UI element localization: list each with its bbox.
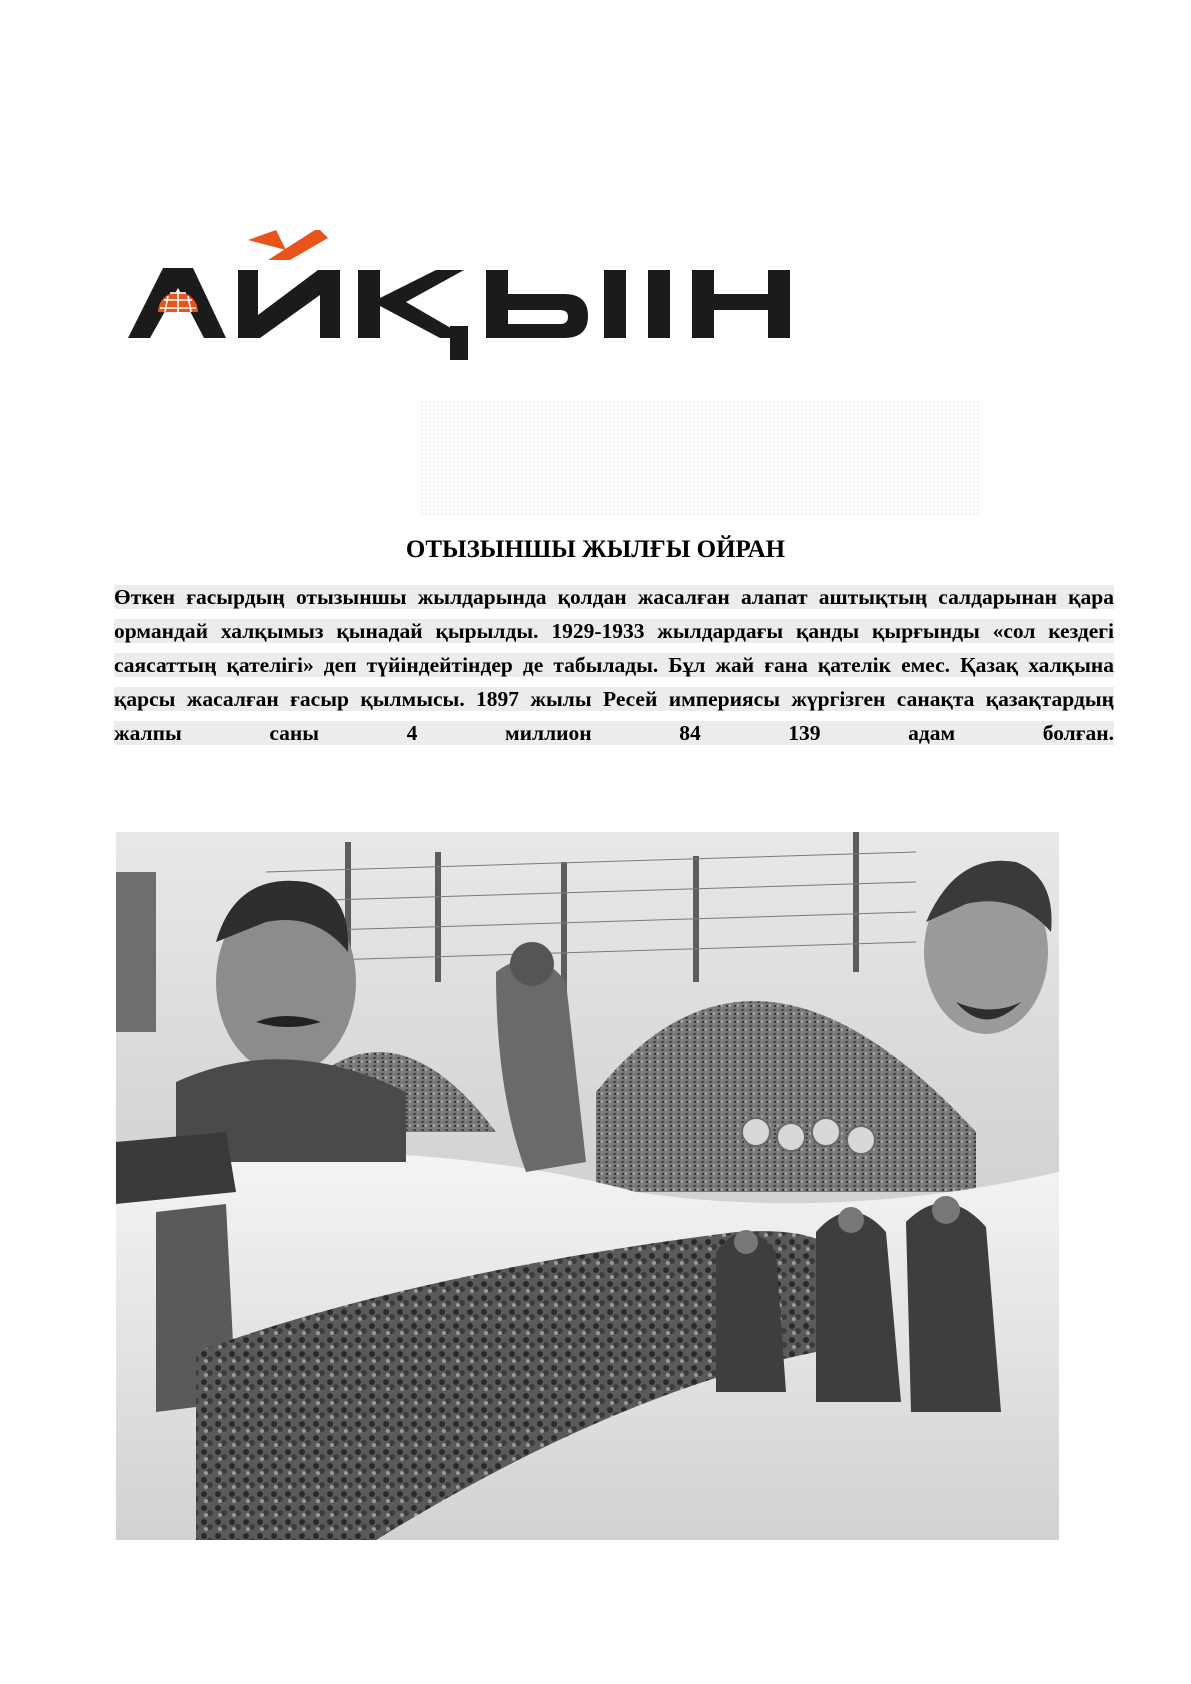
historical-photo-collage (116, 832, 1059, 1540)
svg-text:АЙҚЫН: АЙҚЫН (118, 420, 122, 421)
article-body-text: Өткен ғасырдың отызыншы жылдарында қолдан жасалған алапат аштықтың салдарынан қара ормандай халқымыз қынадай қырылды. 1929-1933 жылдардағы қанды қырғынды «сол кездегі саясаттың қателігі» деп түйіндейтіндер де табылады. Бұл жай ғана қателік емес. Қазақ халқына қарсы жасалған ғасыр қылмысы. 1897 жылы Ресей империясы жүргізген санақта қазақтардың жалпы саны 4 миллион 84 139 адам болған. (114, 585, 1114, 745)
article-body (114, 580, 1114, 750)
historical-photo-collage-icon (116, 832, 1059, 1540)
article-headline: ОТЫЗЫНШЫ ЖЫЛҒЫ ОЙРАН (405, 536, 786, 563)
masthead-background-pattern (420, 400, 980, 515)
